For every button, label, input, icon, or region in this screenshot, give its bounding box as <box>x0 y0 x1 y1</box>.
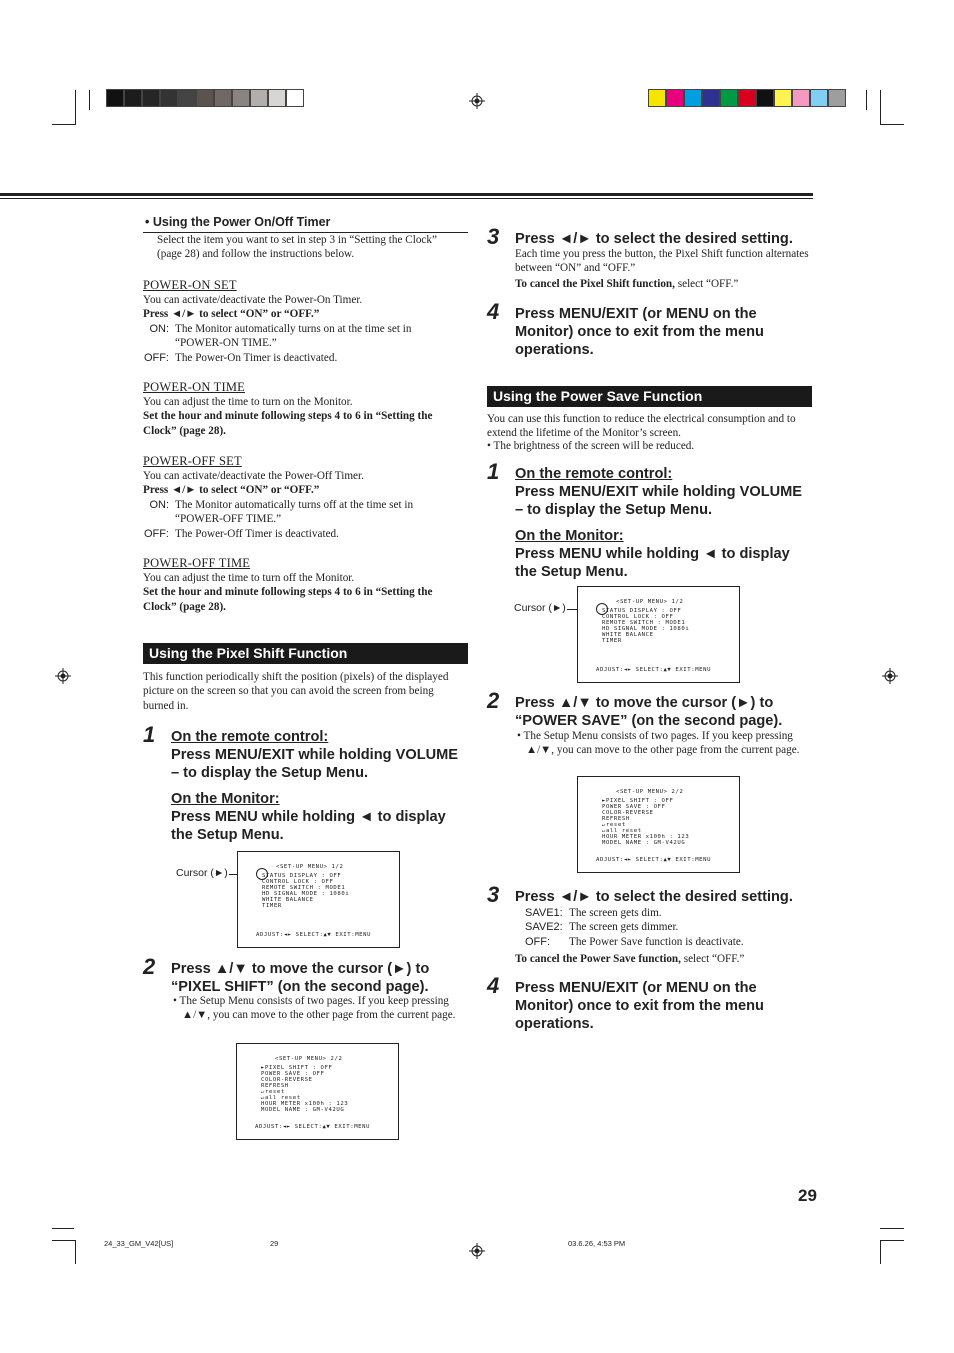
color-swatch <box>232 89 250 107</box>
cancel-bold: To cancel the Power Save function, <box>515 953 681 965</box>
section-heading: POWER-ON SET <box>143 278 237 292</box>
option-key: ON: <box>149 322 169 335</box>
osd-row: REMOTE SWITCH : MODE1 <box>262 885 346 891</box>
color-swatch <box>124 89 142 107</box>
monitor-heading: On the Monitor: <box>515 528 624 544</box>
registration-mark-icon <box>55 668 71 684</box>
color-swatch <box>160 89 178 107</box>
option-text: The Monitor automatically turns off at the time set in “POWER-OFF TIME.” <box>175 498 414 526</box>
step-4-title: Press MENU/EXIT (or MENU on the Monitor) once to exit from the menu operations. <box>515 306 764 358</box>
section-heading: POWER-OFF TIME <box>143 556 251 570</box>
osd-footer: ADJUST:◄► SELECT:▲▼ EXIT:MENU <box>255 1124 371 1130</box>
step-number: 4 <box>487 299 500 324</box>
option-on <box>143 322 461 351</box>
registration-mark-icon <box>469 1243 485 1259</box>
osd-row: ↵all reset <box>261 1095 301 1101</box>
osd-row: POWER SAVE : OFF <box>261 1071 325 1077</box>
step-2-title: Press ▲/▼ to move the cursor (►) to “PIXEL SHIFT” (on the second page). <box>171 961 430 995</box>
osd-header: <SET-UP MENU> 2/2 <box>275 1056 343 1062</box>
option-key: OFF: <box>143 527 169 540</box>
osd-row: TIMER <box>602 638 622 644</box>
option-text: The screen gets dim. <box>569 907 662 919</box>
option-text: The Power-Off Timer is deactivated. <box>175 527 339 540</box>
section-desc: You can adjust the time to turn off the Monitor. <box>143 572 355 584</box>
cursor-circle-icon <box>256 868 268 880</box>
monitor-instruction: Press MENU while holding ◄ to display the Setup Menu. <box>171 809 446 843</box>
remote-control-instruction: Press MENU/EXIT while holding VOLUME – to display the Setup Menu. <box>515 484 803 518</box>
option-on <box>143 498 461 527</box>
monitor-instruction: Press MENU while holding ◄ to display the Setup Menu. <box>515 546 790 580</box>
footer-page: 29 <box>270 1239 279 1248</box>
osd-row: TIMER <box>262 903 282 909</box>
remote-control-instruction: Press MENU/EXIT while holding VOLUME – to display the Setup Menu. <box>171 747 459 781</box>
osd-row: ►PIXEL SHIFT : OFF <box>602 798 674 804</box>
color-swatch <box>106 89 124 107</box>
option-text: The screen gets dimmer. <box>569 921 679 934</box>
option-text: The Power Save function is deactivate. <box>569 935 744 948</box>
section-press: Press ◄/► to select “ON” or “OFF.” <box>143 308 320 321</box>
option-save2 <box>525 920 811 934</box>
osd-footer: ADJUST:◄► SELECT:▲▼ EXIT:MENU <box>596 667 712 673</box>
color-swatch <box>268 89 286 107</box>
power-save-step-2-title: Press ▲/▼ to move the cursor (►) to “POWER SAVE” (on the second page). <box>515 695 783 729</box>
timer-intro: Select the item you want to set in step 3 in “Setting the Clock” (page 28) and follow the instructions below. <box>157 234 437 261</box>
color-swatch <box>142 89 160 107</box>
osd-row: MODEL NAME : GM-V42UG <box>602 840 686 846</box>
osd-row: REFRESH <box>602 816 630 822</box>
power-on-set-section <box>143 278 461 365</box>
osd-row: ↵reset <box>261 1089 285 1095</box>
step-3-title: Press ◄/► to select the desired setting. <box>515 231 793 247</box>
power-save-cancel <box>515 952 811 966</box>
osd-row: WHITE BALANCE <box>262 897 314 903</box>
step-number: 2 <box>143 954 156 979</box>
osd-row: STATUS DISPLAY : OFF <box>602 608 682 614</box>
color-swatch <box>648 89 666 107</box>
power-save-step-2-note: • The Setup Menu consists of two pages. If you keep pressing ▲/▼, you can move to the other page from the current page. <box>517 730 800 757</box>
color-swatch <box>810 89 828 107</box>
pixel-shift-section-bar: Using the Pixel Shift Function <box>143 643 468 664</box>
step-number: 3 <box>487 224 500 249</box>
cursor-label: Cursor (►) <box>514 602 566 614</box>
osd-header: <SET-UP MENU> 2/2 <box>616 789 684 795</box>
timer-heading: • Using the Power On/Off Timer <box>145 215 331 229</box>
step-2-note: • The Setup Menu consists of two pages. If you keep pressing ▲/▼, you can move to the other page from the current page. <box>173 995 456 1022</box>
power-save-intro: You can use this function to reduce the electrical consumption and to extend the lifetime of the Monitor’s screen. <box>487 413 796 440</box>
osd-row: ↵reset <box>602 822 626 828</box>
power-save-note: • The brightness of the screen will be reduced. <box>487 440 695 452</box>
option-key: ON: <box>149 498 169 511</box>
power-save-section-bar: Using the Power Save Function <box>487 386 812 407</box>
osd-row: REFRESH <box>261 1083 289 1089</box>
osd-row: HD SIGNAL MODE : 1080i <box>262 891 350 897</box>
osd-row: CONTROL LOCK : OFF <box>262 879 334 885</box>
power-save-options <box>525 906 811 949</box>
footer-file-name: 24_33_GM_V42[US] <box>104 1239 174 1248</box>
section-heading: POWER-OFF SET <box>143 454 242 468</box>
setup-menu-page2-screen <box>577 776 740 873</box>
osd-row: ↵all reset <box>602 828 642 834</box>
option-text: The Monitor automatically turns on at the time set in “POWER-ON TIME.” <box>175 322 412 350</box>
osd-row: HD SIGNAL MODE : 1080i <box>602 626 690 632</box>
osd-footer: ADJUST:◄► SELECT:▲▼ EXIT:MENU <box>256 932 372 938</box>
osd-row: MODEL NAME : GM-V42UG <box>261 1107 345 1113</box>
option-save1 <box>525 906 811 920</box>
color-swatch <box>178 89 196 107</box>
power-off-time-section <box>143 556 461 614</box>
step-number: 2 <box>487 688 500 713</box>
power-off-set-section <box>143 454 461 541</box>
osd-header: <SET-UP MENU> 1/2 <box>616 599 684 605</box>
color-swatch <box>738 89 756 107</box>
color-swatch <box>196 89 214 107</box>
step-1-text <box>171 728 466 844</box>
page-number: 29 <box>798 1186 817 1205</box>
step-3-desc: Each time you press the button, the Pixel Shift function alternates between “ON” and “OFF.” <box>515 248 809 275</box>
option-key: OFF: <box>143 351 169 364</box>
osd-row: STATUS DISPLAY : OFF <box>262 873 342 879</box>
section-desc: You can adjust the time to turn on the Monitor. <box>143 396 353 408</box>
section-bold: Set the hour and minute following steps 4 to 6 in “Setting the Clock” (page 28). <box>143 586 433 613</box>
monitor-heading: On the Monitor: <box>171 791 280 807</box>
step-number: 1 <box>143 722 156 747</box>
footer-date: 03.6.26, 4:53 PM <box>568 1239 626 1248</box>
section-desc: You can activate/deactivate the Power-Off Timer. <box>143 470 364 482</box>
remote-control-heading: On the remote control: <box>171 729 329 745</box>
osd-row: COLOR-REVERSE <box>261 1077 313 1083</box>
option-key: OFF: <box>525 935 551 948</box>
section-desc: You can activate/deactivate the Power-On Timer. <box>143 294 363 306</box>
color-swatch <box>756 89 774 107</box>
color-swatch <box>720 89 738 107</box>
section-press: Press ◄/► to select “ON” or “OFF.” <box>143 484 320 497</box>
osd-row: REMOTE SWITCH : MODE1 <box>602 620 686 626</box>
step-3-cancel <box>515 277 811 291</box>
cancel-bold: To cancel the Pixel Shift function, <box>515 278 675 290</box>
setup-menu-page1-screen <box>577 586 740 683</box>
osd-row: HOUR METER x100h : 123 <box>261 1101 349 1107</box>
option-key: SAVE2: <box>525 921 563 934</box>
cursor-label: Cursor (►) <box>176 867 228 879</box>
color-swatch <box>214 89 232 107</box>
step-number: 4 <box>487 973 500 998</box>
osd-row: POWER SAVE : OFF <box>602 804 666 810</box>
color-swatch <box>792 89 810 107</box>
color-swatch <box>684 89 702 107</box>
cursor-circle-icon <box>596 603 608 615</box>
step-number: 3 <box>487 882 500 907</box>
header-rule <box>0 193 813 199</box>
osd-row: WHITE BALANCE <box>602 632 654 638</box>
color-swatch <box>666 89 684 107</box>
section-bold: Set the hour and minute following steps 4 to 6 in “Setting the Clock” (page 28). <box>143 410 433 437</box>
color-swatch <box>774 89 792 107</box>
option-off <box>143 527 461 541</box>
osd-row: COLOR-REVERSE <box>602 810 654 816</box>
setup-menu-page2-screen <box>236 1043 399 1140</box>
pixel-shift-intro: This function periodically shift the position (pixels) of the displayed picture on the screen so that you can avoid the screen from being burned in. <box>143 671 449 712</box>
registration-mark-icon <box>469 93 485 109</box>
power-on-time-section <box>143 380 461 438</box>
osd-row: ►PIXEL SHIFT : OFF <box>261 1065 333 1071</box>
color-swatch <box>286 89 304 107</box>
power-save-step-3-title: Press ◄/► to select the desired setting. <box>515 889 793 905</box>
osd-header: <SET-UP MENU> 1/2 <box>276 864 344 870</box>
cancel-text: select “OFF.” <box>680 953 745 965</box>
option-off <box>525 935 811 949</box>
option-off <box>143 351 461 365</box>
power-save-step-1-text <box>515 465 811 581</box>
power-save-step-4-title: Press MENU/EXIT (or MENU on the Monitor) once to exit from the menu operations. <box>515 980 764 1032</box>
step-number: 1 <box>487 459 500 484</box>
option-key: SAVE1: <box>525 907 563 919</box>
color-swatch <box>702 89 720 107</box>
color-swatch <box>250 89 268 107</box>
osd-row: HOUR METER x100h : 123 <box>602 834 690 840</box>
color-swatch <box>828 89 846 107</box>
option-text: The Power-On Timer is deactivated. <box>175 351 338 364</box>
osd-row: CONTROL LOCK : OFF <box>602 614 674 620</box>
remote-control-heading: On the remote control: <box>515 466 673 482</box>
osd-footer: ADJUST:◄► SELECT:▲▼ EXIT:MENU <box>596 857 712 863</box>
registration-mark-icon <box>882 668 898 684</box>
section-heading: POWER-ON TIME <box>143 380 246 394</box>
setup-menu-page1-screen <box>237 851 400 948</box>
cancel-text: select “OFF.” <box>674 278 739 290</box>
